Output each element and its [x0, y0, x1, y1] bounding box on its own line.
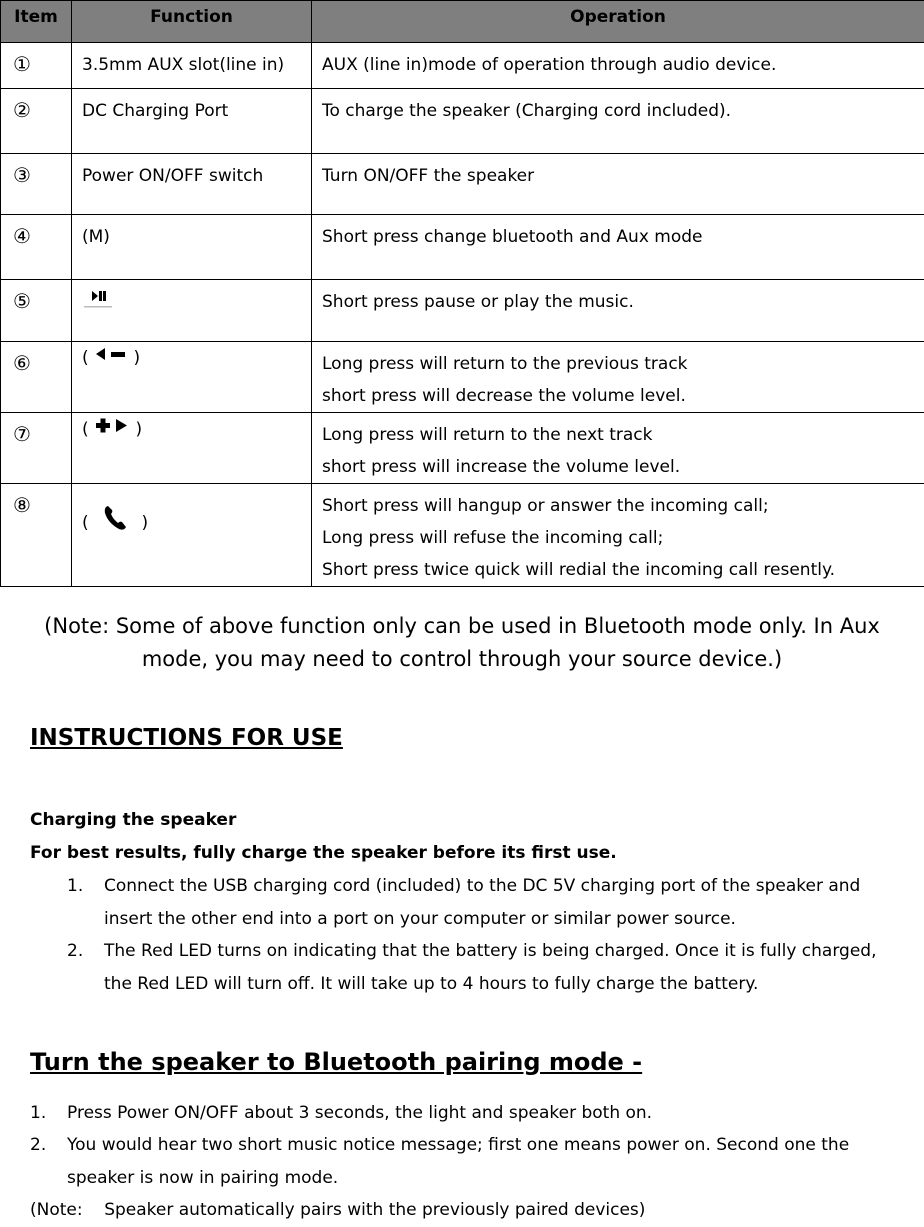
charging-subtitle: For best results, fully charge the speaker before its first use.: [30, 843, 617, 863]
instructions-heading: INSTRUCTIONS FOR USE: [30, 725, 343, 751]
function-cell: Power ON/OFF switch: [72, 154, 312, 215]
phone-icon: [102, 504, 128, 542]
operation-cell: [312, 413, 924, 484]
pairing-step-number: 2.: [30, 1129, 46, 1162]
function-cell: (M): [72, 215, 312, 280]
charging-step: [104, 935, 919, 1001]
function-cell: 3.5mm AUX slot(line in): [72, 43, 312, 89]
step-line: speaker is now in pairing mode.: [67, 1162, 919, 1195]
pairing-heading: Turn the speaker to Bluetooth pairing mode -: [30, 1048, 642, 1076]
operation-line: Long press will refuse the incoming call;: [322, 522, 914, 554]
paren-open: (: [82, 513, 89, 533]
pairing-step-number: 1.: [30, 1097, 46, 1130]
note-line: mode, you may need to control through your source device.): [0, 643, 924, 676]
operation-line: Long press will return to the next track: [322, 419, 914, 451]
function-cell: [72, 342, 312, 413]
header-function: Function: [72, 1, 312, 43]
header-item: Item: [1, 1, 72, 43]
paren-close: ): [135, 420, 142, 440]
item-number: ⑤: [1, 280, 72, 342]
operation-line: Short press will hangup or answer the incoming call;: [322, 490, 914, 522]
table-row: [1, 484, 924, 587]
table-row: [1, 89, 924, 154]
operation-line: Long press will return to the previous track: [322, 348, 914, 380]
play-pause-icon: [82, 286, 112, 321]
previous-minus-icon: [94, 346, 128, 370]
operation-line: short press will decrease the volume level.: [322, 380, 914, 412]
item-number: ③: [1, 154, 72, 215]
table-row: [1, 280, 924, 342]
operation-cell: Turn ON/OFF the speaker: [312, 154, 924, 215]
operation-cell: Short press change bluetooth and Aux mode: [312, 215, 924, 280]
charging-step-number: 1.: [67, 870, 83, 903]
step-line: You would hear two short music notice message; first one means power on. Second one the: [67, 1129, 919, 1162]
item-number: ④: [1, 215, 72, 280]
paren-close: ): [133, 348, 140, 368]
operation-cell: AUX (line in)mode of operation through audio device.: [312, 43, 924, 89]
table-header-row: [1, 1, 924, 43]
pairing-step: Press Power ON/OFF about 3 seconds, the light and speaker both on.: [67, 1097, 919, 1130]
item-number: ①: [1, 43, 72, 89]
step-line: insert the other end into a port on your computer or similar power source.: [104, 903, 919, 936]
table-row: [1, 43, 924, 89]
pairing-note: (Note: Speaker automatically pairs with the previously paired devices): [30, 1194, 645, 1227]
table-row: [1, 413, 924, 484]
operation-cell: To charge the speaker (Charging cord included).: [312, 89, 924, 154]
operation-line: short press will increase the volume level.: [322, 451, 914, 483]
charging-step: [104, 870, 919, 936]
note-line: (Note: Some of above function only can be used in Bluetooth mode only. In Aux: [0, 610, 924, 643]
item-number: ⑧: [1, 484, 72, 587]
function-table: [0, 0, 924, 587]
function-cell: [72, 484, 312, 587]
paren-open: (: [82, 420, 89, 440]
operation-cell: Short press pause or play the music.: [312, 280, 924, 342]
table-row: [1, 215, 924, 280]
paren-open: (: [82, 348, 89, 368]
step-line: The Red LED turns on indicating that the battery is being charged. Once it is fully charged,: [104, 935, 919, 968]
step-line: Connect the USB charging cord (included) to the DC 5V charging port of the speaker and: [104, 870, 919, 903]
function-cell: [72, 280, 312, 342]
item-number: ⑥: [1, 342, 72, 413]
charging-step-number: 2.: [67, 935, 83, 968]
table-row: [1, 154, 924, 215]
paren-close: ): [141, 513, 148, 533]
charging-title: Charging the speaker: [30, 810, 236, 830]
table-row: [1, 342, 924, 413]
operation-line: Short press twice quick will redial the incoming call resently.: [322, 554, 914, 586]
step-line: the Red LED will turn off. It will take up to 4 hours to fully charge the battery.: [104, 968, 919, 1001]
function-cell: DC Charging Port: [72, 89, 312, 154]
next-plus-icon: [94, 417, 130, 442]
pairing-step: [67, 1129, 919, 1195]
item-number: ②: [1, 89, 72, 154]
operation-cell: [312, 484, 924, 587]
item-number: ⑦: [1, 413, 72, 484]
header-operation: Operation: [312, 1, 924, 43]
function-cell: [72, 413, 312, 484]
operation-cell: [312, 342, 924, 413]
bluetooth-mode-note: [0, 610, 924, 676]
